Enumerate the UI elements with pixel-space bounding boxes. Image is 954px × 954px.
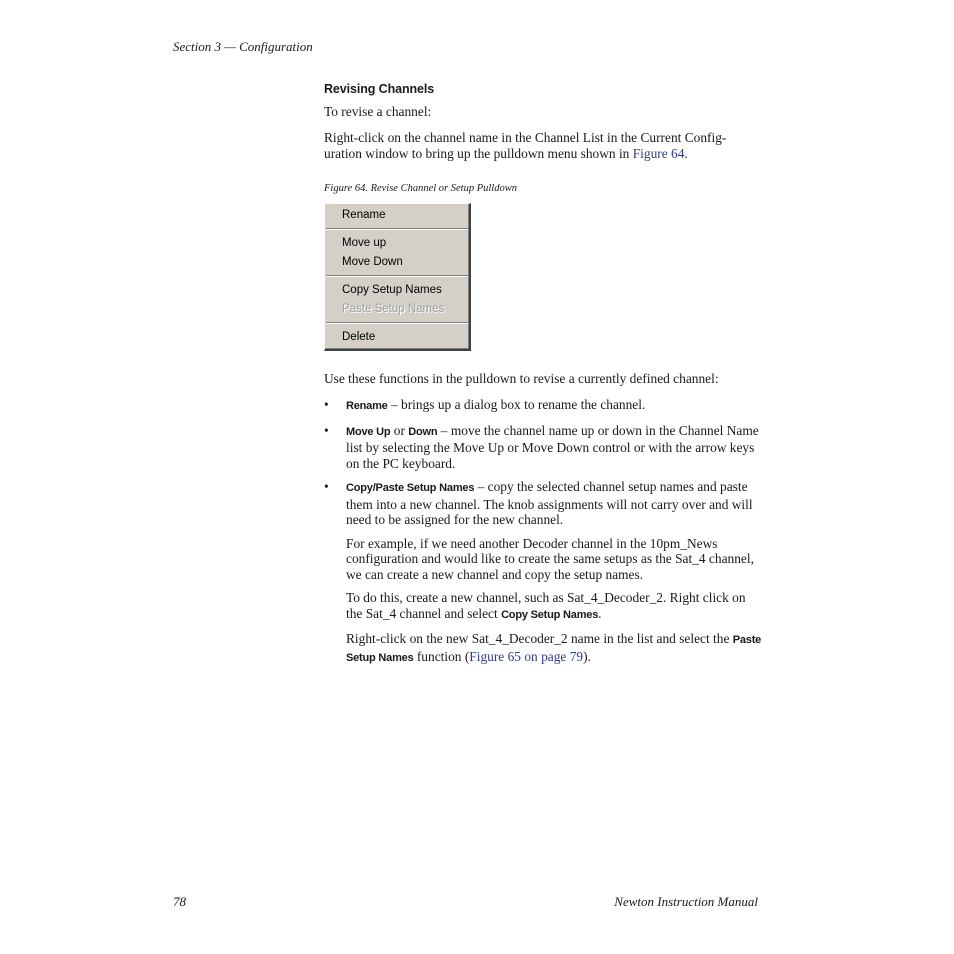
running-head: Section 3 — Configuration	[173, 39, 313, 54]
menu-separator	[326, 322, 468, 324]
example-paragraph: For example, if we need another Decoder channel in the 10pm_News configuration and would like to create the same setups as the Sat_4 channel, we can create a new channel and copy the setup names.	[346, 535, 754, 582]
todo-paragraph	[324, 590, 764, 623]
keyword-rename: Rename	[346, 400, 388, 412]
page-number: 78	[173, 894, 186, 909]
rename-description: – brings up a dialog box to rename the channel.	[387, 397, 646, 412]
list-item-move	[324, 423, 764, 472]
final-middle: function (	[413, 648, 470, 664]
figure-caption: Figure 64. Revise Channel or Setup Pulldown	[324, 183, 517, 194]
use-paragraph: Use these functions in the pulldown to revise a currently defined channel:	[324, 370, 719, 386]
function-list	[324, 397, 764, 528]
main-content	[324, 82, 764, 674]
instruction-end: .	[684, 145, 688, 161]
keyword-copy-setup-names: Copy Setup Names	[501, 608, 599, 621]
context-menu	[324, 203, 471, 351]
manual-title: Newton Instruction Manual	[614, 894, 758, 909]
final-end: ).	[583, 648, 591, 664]
figure-65-link[interactable]: Figure 65 on page 79	[469, 648, 584, 664]
bullet: •	[324, 422, 329, 438]
menu-item-move-up[interactable]: Move up	[342, 237, 387, 249]
bullet: •	[324, 397, 329, 412]
keyword-copy-paste: Copy/Paste Setup Names	[346, 482, 475, 494]
section-heading: Revising Channels	[324, 82, 435, 96]
figure-64-link[interactable]: Figure 64	[632, 145, 685, 161]
todo-text: To do this, create a new channel, such as Sat_4_Decoder_2. Right click on the Sat_4 channel and select	[346, 590, 746, 621]
list-item-rename	[324, 397, 764, 415]
menu-item-copy-setup-names[interactable]: Copy Setup Names	[342, 284, 442, 296]
menu-item-delete[interactable]: Delete	[342, 331, 376, 343]
instruction-text: Right-click on the channel name in the Channel List in the Current Config-uration window to bring up the pulldown menu shown in	[324, 130, 727, 161]
instruction-paragraph	[324, 130, 764, 161]
menu-item-rename[interactable]: Rename	[342, 208, 386, 221]
intro-paragraph: To revise a channel:	[324, 103, 432, 119]
or-text: or	[390, 422, 409, 438]
keyword-move-up: Move Up	[346, 425, 391, 438]
copy-description: – copy the selected channel setup names and paste them into a new channel. The knob assignments will not carry over and will need to be assigned for the new channel.	[346, 479, 753, 527]
menu-item-paste-setup-names: Paste Setup Names	[342, 302, 445, 315]
bullet: •	[324, 479, 329, 494]
keyword-paste-setup-names: Paste Setup Names	[346, 634, 762, 664]
final-paragraph	[324, 631, 764, 666]
todo-end: .	[598, 605, 602, 621]
menu-separator	[326, 228, 468, 230]
final-text: Right-click on the new Sat_4_Decoder_2 name in the list and select the	[346, 631, 733, 646]
move-description: – move the channel name up or down in the Channel Name list by selecting the Move Up or Move Down control or with the arrow keys on the PC keyboard.	[346, 422, 759, 471]
menu-item-move-down[interactable]: Move Down	[342, 255, 403, 268]
menu-separator	[326, 275, 468, 277]
list-item-copy-paste	[324, 479, 764, 528]
keyword-down: Down	[408, 425, 438, 438]
